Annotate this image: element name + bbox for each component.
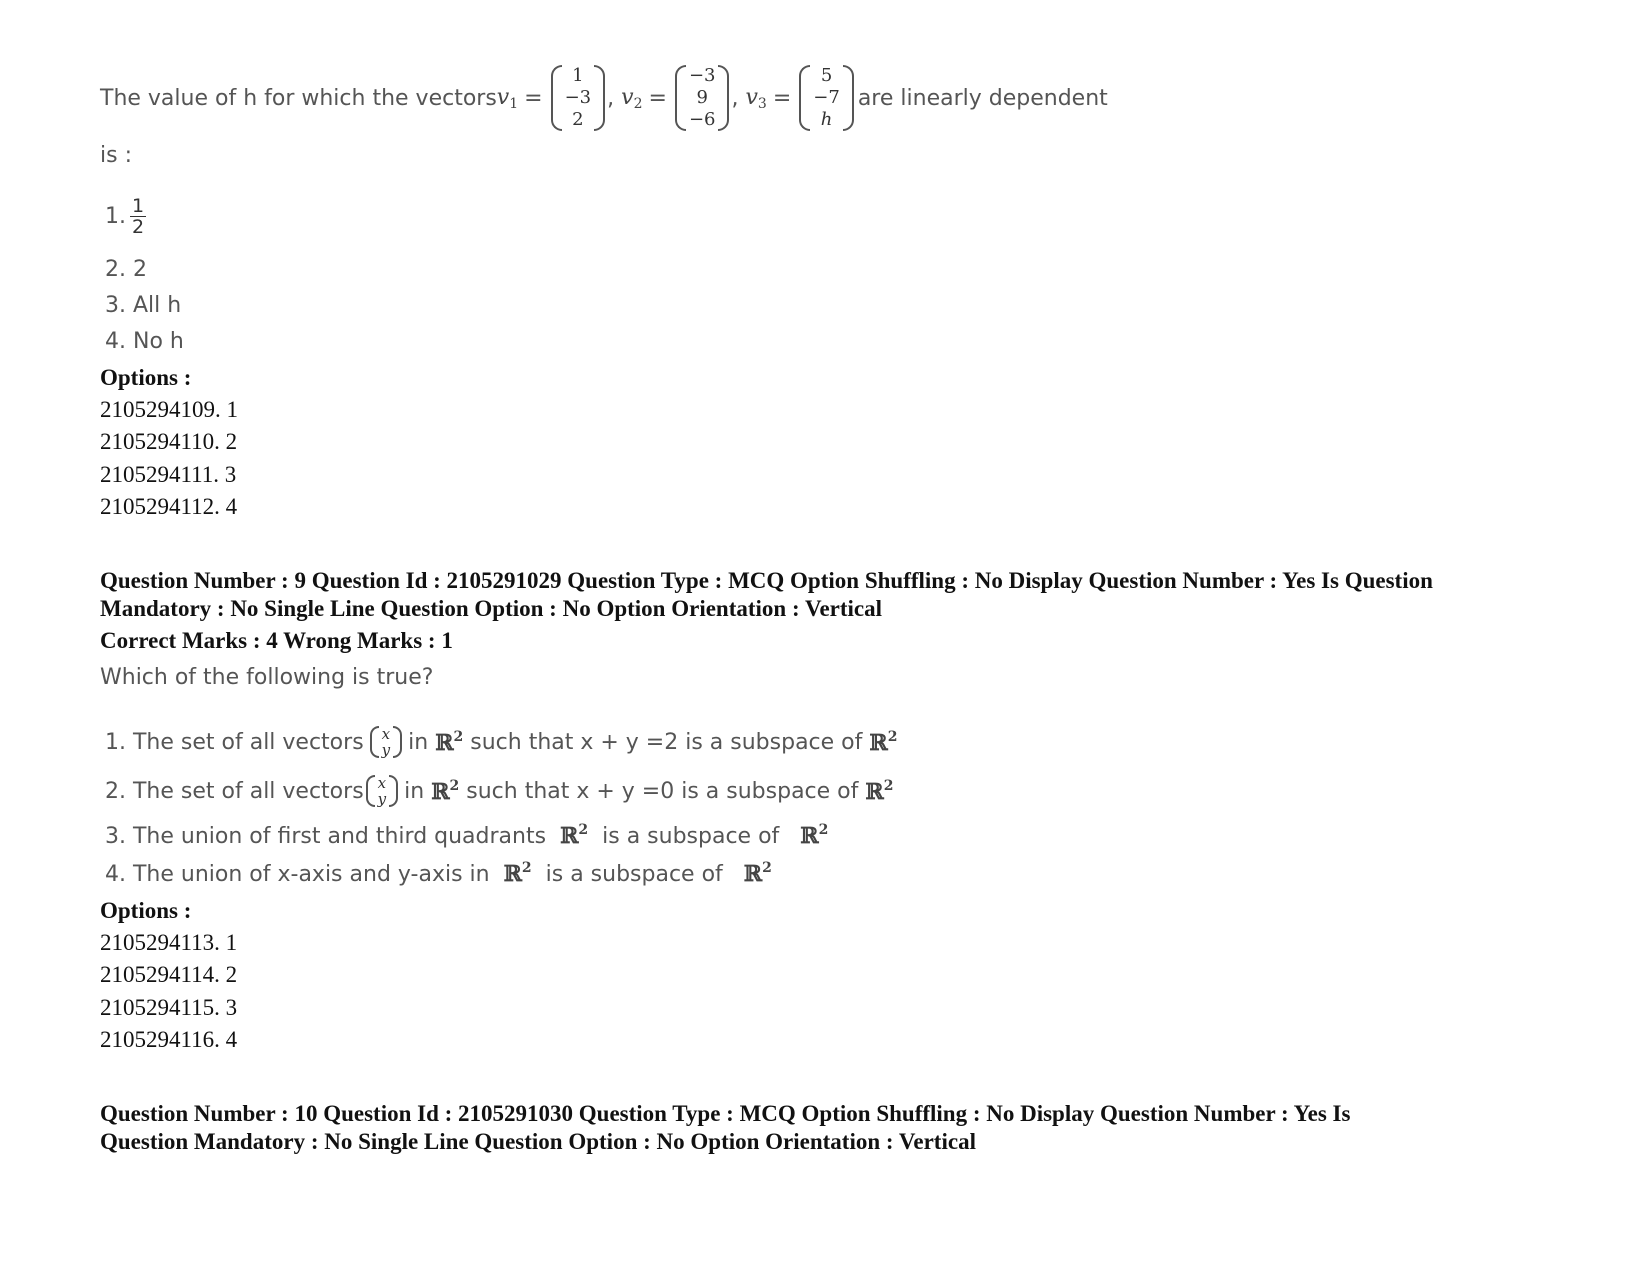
option-4: 2105294112. 4: [100, 494, 238, 519]
q9-option-4: 2105294116. 4: [100, 1027, 238, 1052]
v3-label: $v_3$: [745, 84, 767, 112]
choice-3: 3. All h: [105, 293, 182, 318]
v1-label: $v_1$: [496, 84, 519, 112]
q9-options-label: Options :: [100, 898, 192, 923]
option-1: 2105294109. 1: [100, 397, 238, 422]
q9-choice-1: 1. The set of all vectors x y in ℝ$^2$ such that x + y =2 is a subspace of ℝ$^2$: [105, 725, 898, 759]
vector-v3: 5 −7 h: [799, 65, 854, 131]
q9-choice-2: 2. The set of all vectors x y in ℝ$^2$ such that x + y =0 is a subspace of ℝ$^2$: [105, 774, 894, 808]
xy-vector: x y: [366, 775, 398, 807]
choice-1: 1. $\frac{1}{2}$: [105, 195, 145, 238]
stem-prefix: The value of h for which the vectors: [100, 85, 497, 111]
stem-suffix: are linearly dependent: [857, 85, 1108, 111]
q9-choice-4: 4. The union of x-axis and y-axis in ℝ$^2$ is a subspace of ℝ$^2$: [105, 860, 772, 887]
stem-end: is :: [100, 143, 132, 168]
fraction-one-half: $\frac{1}{2}$: [132, 195, 145, 238]
question-9-meta: Question Number : 9 Question Id : 2105291029 Question Type : MCQ Option Shuffling : No Display Question Number : Yes Is Question Mandatory : No Single Line Question Option : No Option Orientation : Vertical: [100, 568, 1433, 621]
vector-v2: −3 9 −6: [675, 65, 730, 131]
option-2: 2105294110. 2: [100, 429, 238, 454]
xy-vector: x y: [370, 726, 402, 758]
q9-option-2: 2105294114. 2: [100, 962, 238, 987]
choice-2: 2. 2: [105, 257, 147, 282]
question-10-meta: Question Number : 10 Question Id : 2105291030 Question Type : MCQ Option Shuffling : No Display Question Number : Yes Is Question Mandatory : No Single Line Question Option : No Option Orientation : Vertical: [100, 1101, 1351, 1154]
question-9-marks: Correct Marks : 4 Wrong Marks : 1: [100, 628, 453, 653]
vector-v1: 1 −3 2: [551, 65, 606, 131]
v2-label: $v_2$: [621, 84, 643, 112]
question-8-stem: The value of h for which the vectors $v_1$ = 1 −3 2 , $v_2$ = −3 9 −6 , $v_3$ = 5 −7 h are linearly dependent: [100, 65, 1108, 130]
options-label: Options :: [100, 365, 192, 390]
choice-4: 4. No h: [105, 329, 184, 354]
q9-option-3: 2105294115. 3: [100, 995, 238, 1020]
q9-choice-3: 3. The union of first and third quadrants ℝ$^2$ is a subspace of ℝ$^2$: [105, 822, 829, 849]
q9-option-1: 2105294113. 1: [100, 930, 238, 955]
option-3: 2105294111. 3: [100, 462, 237, 487]
question-9-stem: Which of the following is true?: [100, 665, 434, 690]
